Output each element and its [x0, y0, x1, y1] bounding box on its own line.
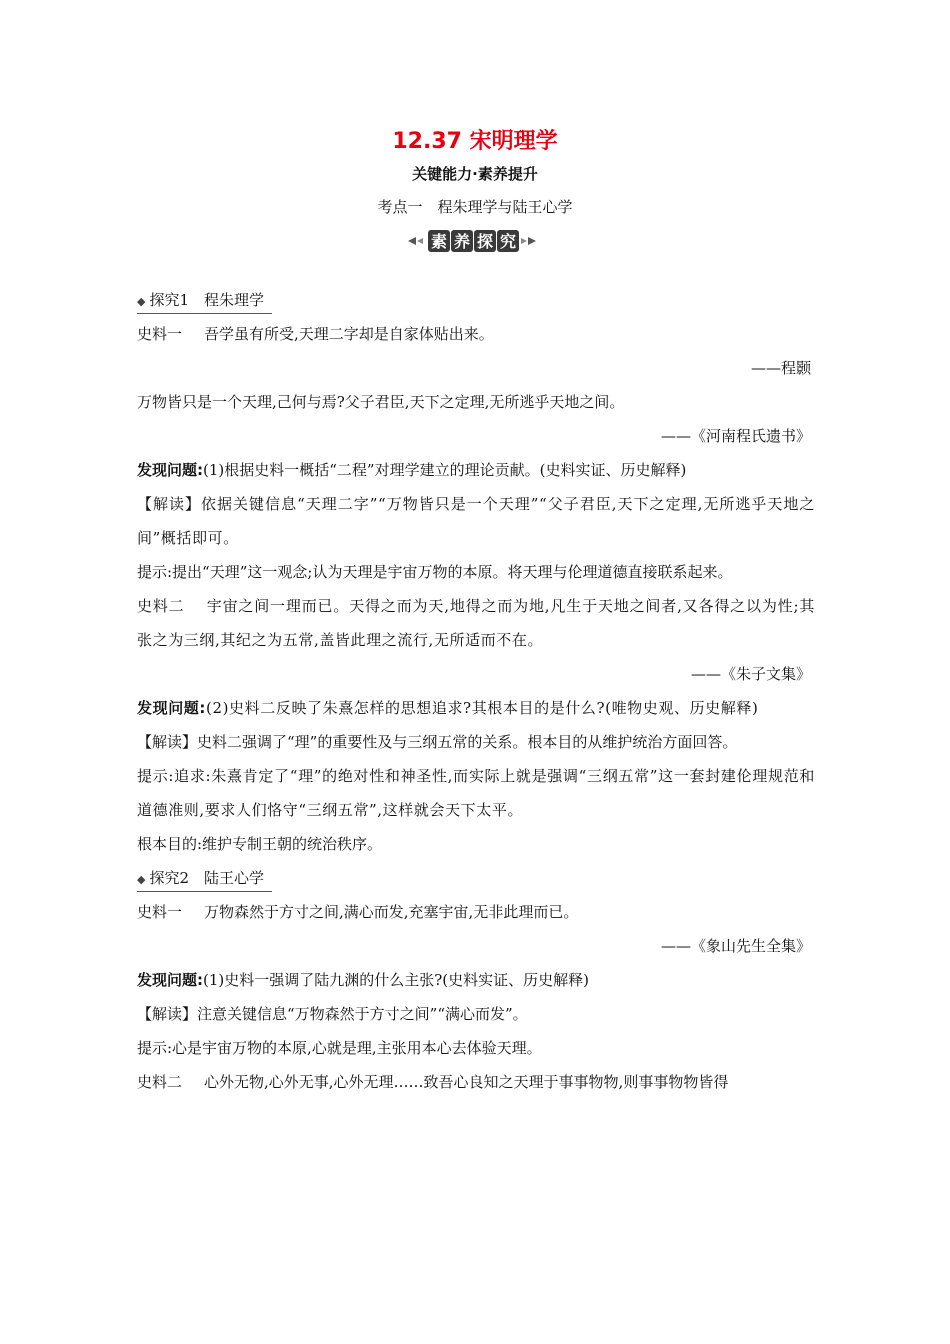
- diamond-icon: ◆: [137, 873, 146, 886]
- s1-q1-text: (1)根据史料一概括“二程”对理学建立的理论贡献。(史料实证、历史解释): [203, 461, 687, 479]
- s2-jiedu-1: 【解读】注意关键信息“万物森然于方寸之间”“满心而发”。: [137, 1005, 528, 1023]
- page-subtitle: 关键能力·素养提升: [412, 165, 538, 183]
- s2-shiliao2-label: 史料二: [137, 1073, 183, 1091]
- s2-question-1: [137, 963, 815, 997]
- s2-shiliao1-label: 史料一: [137, 903, 183, 921]
- s1-shiliao2-source: ——《朱子文集》: [690, 665, 811, 683]
- s2-shiliao1-text: 万物森然于方寸之间,满心而发,充塞宇宙,无非此理而已。: [204, 903, 579, 921]
- s2-shiliao2-text: 心外无物,心外无事,心外无理……致吾心良知之天理于事事物物,则事事物物皆得: [204, 1073, 729, 1091]
- suyang-tanjiu-banner: [406, 228, 538, 254]
- s1-jiedu-1: 【解读】依据关键信息“天理二字”“万物皆只是一个天理”“父子君臣,天下之定理,无所逃乎天地之间”概括即可。: [137, 495, 815, 547]
- s1-tishi-1: 提示:提出“天理”这一观念;认为天理是宇宙万物的本原。将天理与伦理道德直接联系起来。: [137, 563, 733, 581]
- s1-tishi-2: 提示:追求:朱熹肯定了“理”的绝对性和神圣性,而实际上就是强调“三纲五常”这一套封建伦理规范和道德准则,要求人们恪守“三纲五常”,这样就会天下太平。: [137, 767, 815, 819]
- section-2-heading-row: [137, 861, 815, 891]
- s2-shiliao1-source: ——《象山先生全集》: [660, 937, 811, 955]
- diamond-icon: ◆: [137, 295, 146, 308]
- document-body: [137, 283, 815, 1099]
- s1-shiliao1-text: 吾学虽有所受,天理二字却是自家体贴出来。: [204, 325, 494, 343]
- s1-shiliao1-text2: 万物皆只是一个天理,己何与焉?父子君臣,天下之定理,无所逃乎天地之间。: [137, 393, 625, 411]
- s2-q1-text: (1)史料一强调了陆九渊的什么主张?(史料实证、历史解释): [203, 971, 589, 989]
- s1-q1-label: 发现问题:: [137, 461, 203, 479]
- s1-shiliao1-source: ——程颢: [750, 359, 811, 377]
- s1-shiliao2-label: 史料二: [137, 597, 185, 615]
- s1-q2-label: 发现问题:: [137, 699, 206, 717]
- s2-q1-label: 发现问题:: [137, 971, 203, 989]
- page-title: 12.37 宋明理学: [392, 129, 558, 154]
- banner-char-4: 究: [499, 232, 517, 251]
- s1-shiliao1-source2: ——《河南程氏遗书》: [660, 427, 811, 445]
- s2-shiliao2-row: [137, 1065, 815, 1099]
- s2-tishi-1: 提示:心是宇宙万物的本原,心就是理,主张用本心去体验天理。: [137, 1039, 542, 1057]
- s1-shiliao2-text: 宇宙之间一理而已。天得之而为天,地得之而为地,凡生于天地之间者,又各得之以为性;其张之为三纲,其纪之为五常,盖皆此理之流行,无所适而不在。: [137, 597, 815, 649]
- s1-shiliao2: [137, 589, 815, 657]
- s1-genben: 根本目的:维护专制王朝的统治秩序。: [137, 835, 383, 853]
- banner-char-2: 养: [453, 232, 471, 251]
- kaodian-heading: 考点一 程朱理学与陆王心学: [377, 198, 573, 216]
- banner-char-1: 素: [430, 232, 448, 251]
- s1-question-1: [137, 453, 815, 487]
- s1-question-2: [137, 691, 815, 725]
- s1-shiliao1-row: [137, 317, 815, 351]
- s1-q2-text: (2)史料二反映了朱熹怎样的思想追求?其根本目的是什么?(唯物史观、历史解释): [206, 699, 759, 717]
- s1-jiedu-2: 【解读】史料二强调了“理”的重要性及与三纲五常的关系。根本目的从维护统治方面回答。: [137, 733, 738, 751]
- section-1-heading-row: [137, 283, 815, 317]
- section-1-heading: [137, 289, 272, 314]
- section-2-heading: [137, 867, 272, 892]
- banner-char-3: 探: [476, 232, 494, 251]
- s2-shiliao1-row: [137, 895, 815, 929]
- section-2-heading-text: 探究2 陆王心学: [149, 869, 265, 887]
- section-1-heading-text: 探究1 程朱理学: [149, 291, 265, 309]
- s1-shiliao1-label: 史料一: [137, 325, 183, 343]
